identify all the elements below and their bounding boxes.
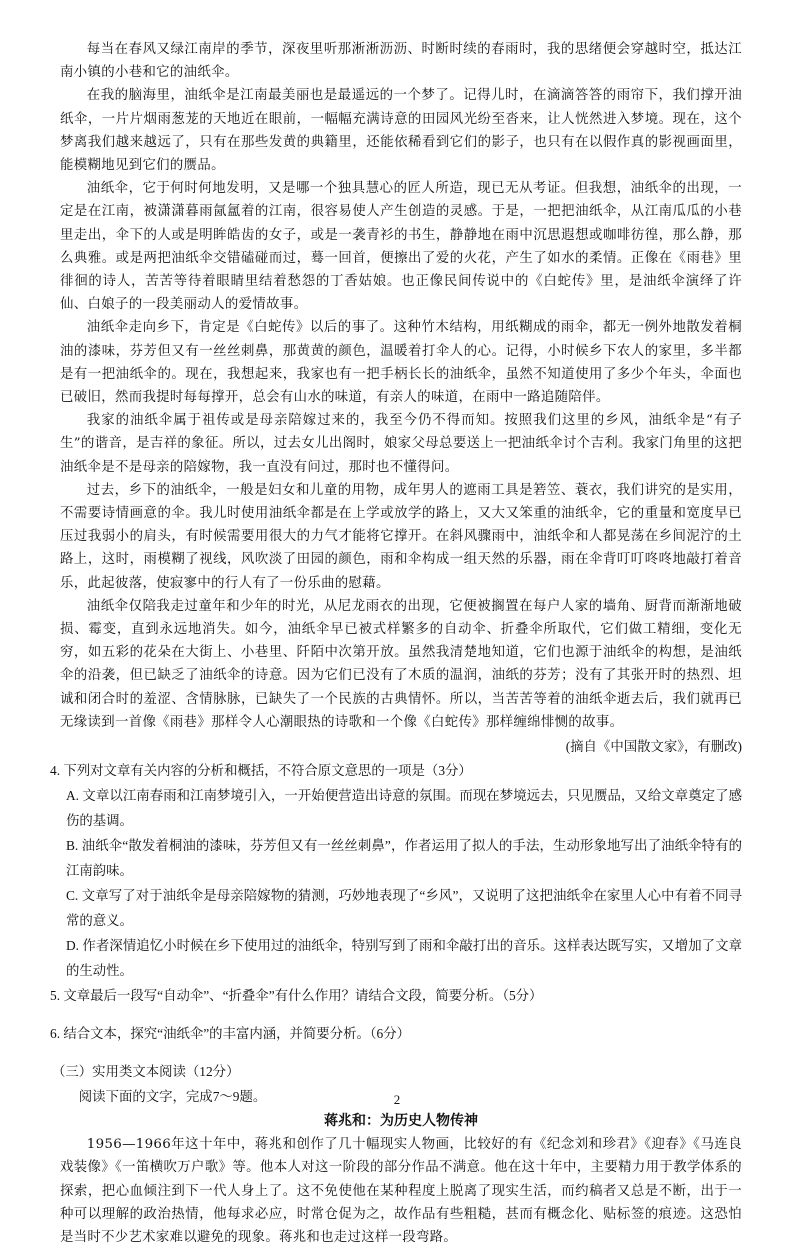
exam-page (50, 38, 742, 1249)
essay-body (60, 38, 742, 734)
page-number: 2 (393, 1092, 401, 1107)
question-4-option-d: D. 作者深情追忆小时候在乡下使用过的油纸伞，特别写到了雨和伞敲打出的音乐。这样表达既写实，又增加了文章的生动性。 (66, 938, 742, 979)
essay-paragraph-4: 油纸伞走向乡下，肯定是《白蛇传》以后的事了。这种竹木结构，用纸糊成的雨伞，都无一例外地散发着桐油的漆味，芬芳但又有一丝丝刺鼻，那黄黄的颜色，温暖着打伞人的心。记得，小时候乡下农人的家里，多半都是有一把油纸伞的。现在，我想起来，我家也有一把手柄长长的油纸伞，虽然不知道使用了多少个年头，伞面也已破旧，然而我提时每每撑开，总会有山水的味道，有亲人的味道，在雨中一路追随陪伴。 (60, 320, 742, 406)
essay-paragraph-5: 我家的油纸伞属于祖传或是母亲陪嫁过来的，我至今仍不得而知。按照我们这里的乡风，油纸伞是“有子生”的谐音，是吉祥的象征。所以，过去女儿出阁时，娘家父母总要送上一把油纸伞讨个吉利。我家门角里的这把油纸伞是不是母亲的陪嫁物，我一直没有问过，那时也不懂得问。 (60, 413, 742, 475)
article-body (60, 1133, 742, 1249)
essay-paragraph-3: 油纸伞，它于何时何地发明，又是哪一个独具慧心的匠人所造，现已无从考证。但我想，油纸伞的出现，一定是在江南，被潇潇暮雨氤氲着的江南，很容易使人产生创造的灵感。于是，一把把油纸伞，从江南瓜瓜的小巷里走出，伞下的人或是明眸皓齿的女子，或是一袭青衫的书生，静静地在雨中沉思遐想或咖啡彷徨，那么静，那么典雅。或是两把油纸伞交错磕碰而过，蓦一回首，便擦出了爱的火花，产生了如水的柔情。正像在《雨巷》里徘徊的诗人，苦苦等待着眼睛里结着愁怨的丁香姑娘。也正像民间传说中的《白蛇传》里，是油纸伞演绎了许仙、白娘子的一段美丽动人的爱情故事。 (60, 181, 742, 313)
essay-paragraph-6: 过去，乡下的油纸伞，一般是妇女和儿童的用物，成年男人的遮雨工具是箬笠、蓑衣，我们讲究的是实用，不需要诗情画意的伞。我儿时使用油纸伞都是在上学或放学的路上，又大又笨重的油纸伞，它的重量和宽度早已压过我弱小的肩头，有时候需要用很大的力气才能将它撑开。在斜风骤雨中，油纸伞和人都晃荡在乡间泥泞的土路上，这时，雨模糊了视线，风吹淡了田园的颜色，雨和伞构成一组天然的乐器，雨在伞背叮叮咚咚地敲打着音乐，此起彼落，使寂寥中的行人有了一份乐曲的慰藉。 (60, 482, 742, 591)
article-title: 蒋兆和：为历史人物传神 (324, 1113, 478, 1130)
question-4-option-b: B. 油纸伞“散发着桐油的漆味，芬芳但又有一丝丝刺鼻”，作者运用了拟人的手法，生动形象地写出了油纸伞特有的江南韵味。 (66, 838, 742, 879)
article-paragraph-1: 1956—1966年这十年中，蒋兆和创作了几十幅现实人物画，比较好的有《纪念刘和珍君》《迎春》《马连良戏装像》《一笛横吹万户歌》等。他本人对这一阶段的部分作品不满意。他在这十年中，主要精力用于教学体系的探索，把心血倾注到下一代人身上了。这不免使他在某种程度上脱离了现实生活，而约稿者又总是不断，出于一种可以理解的政治热情，他每求必应，时常仓促为之，故作品有些粗糙，甚而有概念化、贴标签的痕迹。这恐怕是当时不少艺术家难以避免的现象。蒋兆和也走过这样一段弯路。 (60, 1137, 742, 1245)
essay-source: (摘自《中国散文家》，有删改) (565, 739, 742, 755)
answer-space-5 (60, 1008, 742, 1021)
question-5: 5. 文章最后一段写“自动伞”、“折叠伞”有什么作用？请结合文段，简要分析。（5分） (50, 988, 543, 1004)
question-6: 6. 结合文本，探究“油纸伞”的丰富内涵，并简要分析。（6分） (50, 1026, 411, 1042)
essay-paragraph-2: 在我的脑海里，油纸伞是江南最美丽也是最遥远的一个梦了。记得儿时，在滴滴答答的雨帘下，我们撑开油纸伞，一片片烟雨葱茏的天地近在眼前，一幅幅充满诗意的田园风光纷至沓来，让人恍然进入梦境。现在，这个梦离我们越来越远了，只有在那些发黄的典籍里，还能依稀看到它们的影子，也只有在以假作真的影视画面里，能模糊地见到它们的赝品。 (60, 88, 742, 174)
questions-block (50, 758, 742, 1109)
question-4-option-c: C. 文章写了对于油纸伞是母亲陪嫁物的猜测，巧妙地表现了“乡风”，又说明了这把油纸伞在家里人心中有着不同寻常的意义。 (66, 888, 742, 929)
answer-space-6 (60, 1046, 742, 1059)
essay-paragraph-7: 油纸伞仅陪我走过童年和少年的时光，从尼龙雨衣的出现，它便被搁置在每户人家的墙角、厨背而渐渐地破损、霉变，直到永远地消失。如今，油纸伞早已被式样繁多的自动伞、折叠伞所取代，它们做工精细，变化无穷，如五彩的花朵在大街上、小巷里、阡陌中次第开放。虽然我清楚地知道，它们也源于油纸伞的构想，是油纸伞的沿袭，但已缺乏了油纸伞的诗意。因为它们已没有了木质的温润，油纸的芬芳；没有了其张开时的热烈、坦诚和闭合时的羞涩、含情脉脉，已缺失了一个民族的古典情怀。所以，当苦苦等着的油纸伞逝去后，我们就再已无缘读到一首像《雨巷》那样令人心潮眼热的诗歌和一个像《白蛇传》那样缠绵悱恻的故事。 (60, 598, 742, 730)
essay-paragraph-1: 每当在春风又绿江南岸的季节，深夜里听那淅淅沥沥、时断时续的春雨时，我的思绪便会穿越时空，抵达江南小镇的小巷和它的油纸伞。 (60, 42, 742, 81)
section-3-instruction: 阅读下面的文字，完成7～9题。 (78, 1089, 267, 1105)
question-4-option-a: A. 文章以江南春雨和江南梦境引入，一开始便营造出诗意的氛围。而现在梦境远去，只见赝品，又给文章奠定了感伤的基调。 (66, 788, 742, 829)
question-4-stem: 4. 下列对文章有关内容的分析和概括，不符合原文意思的一项是（3分） (50, 763, 472, 779)
section-3-heading: （三）实用类文本阅读（12分） (52, 1064, 240, 1080)
